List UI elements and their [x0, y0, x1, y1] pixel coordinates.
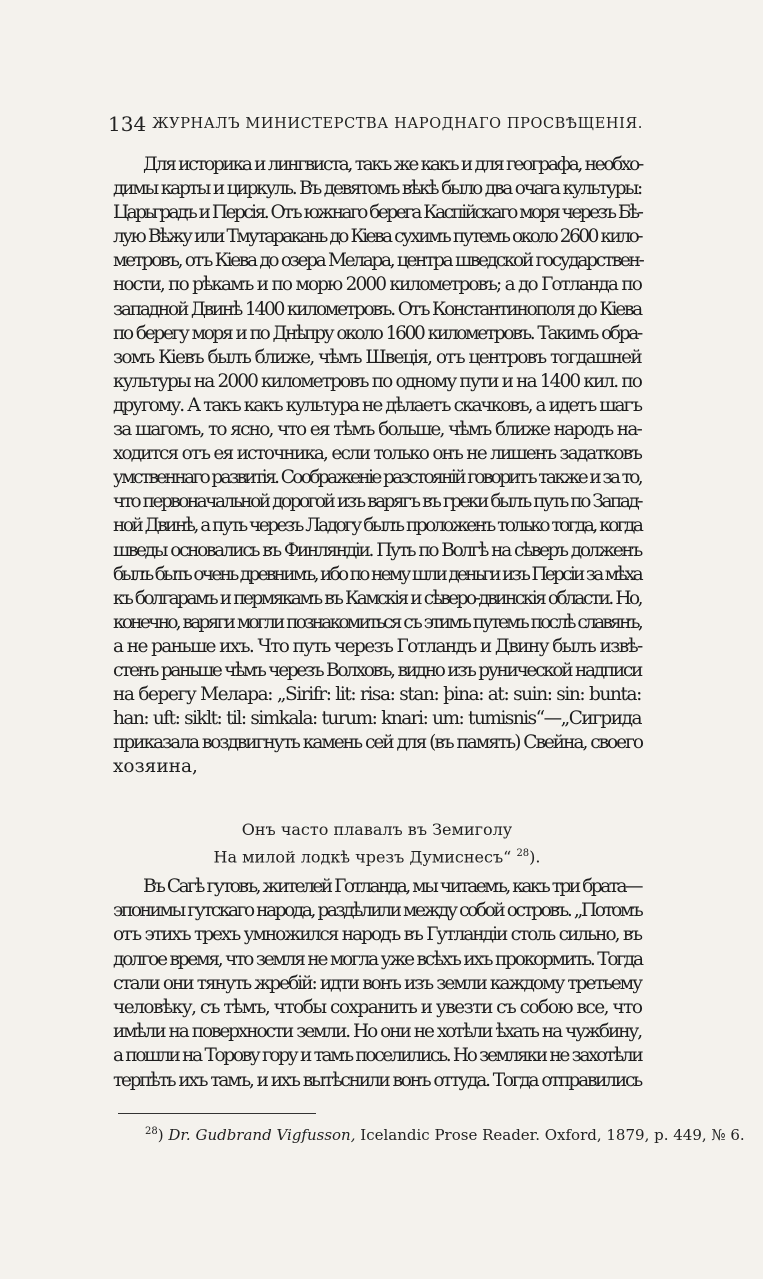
text-line: а пошли на Торову гору и тамъ поселились. Но земляки не захотѣли [113, 1045, 642, 1067]
text-line: конечно, варяги могли познакомиться съ этимъ путемъ послѣ славянъ, [113, 611, 641, 633]
text-line: ности, по рѣкамъ и по морю 2000 километровъ; а до Готланда по [113, 274, 641, 296]
text-line: Царьградъ и Персія. Отъ южнаго берега Каспійскаго моря черезъ Бѣ- [113, 202, 642, 224]
footnote-reference: 28 [516, 848, 530, 859]
text-line: ной Двинѣ, а путь черезъ Ладогу былъ проложенъ только тогда, когда [113, 515, 642, 537]
verse-quote [113, 818, 641, 869]
footnote-paren: ) [157, 1126, 164, 1144]
text-line: отъ этихъ трехъ умножился народъ въ Гутландіи столь сильно, въ [113, 924, 641, 946]
verse-closing: ). [529, 847, 541, 867]
text-line: на берегу Мелара: „Sirifr: lit: risa: stan: þina: at: suin: sin: bunta: [113, 684, 641, 706]
text-line: эпонимы гутскаго народа, раздѣлили между собой островъ. „Потомъ [113, 900, 642, 922]
text-line: другому. А такъ какъ культура не дѣлаетъ скачковъ, а идетъ шагъ [113, 394, 641, 416]
text-line: шведы основались въ Финляндіи. Путь по Волгѣ на сѣверъ долженъ [113, 539, 641, 561]
text-line: ходится отъ ея источника, если только онъ не лишенъ задатковъ [113, 443, 641, 465]
text-line: по берегу моря и по Днѣпру около 1600 километровъ. Такимъ обра- [113, 322, 641, 344]
text-line: долгое время, что земля не могла уже всѣхъ ихъ прокормить. Тогда [113, 948, 642, 970]
footnote [145, 1126, 745, 1144]
text-line: стали они тянуть жребій: идти вонъ изъ земли каждому третьему [113, 972, 641, 994]
verse-line-2-text: На милой лодкѣ чрезъ Думиснесъ“ [213, 847, 512, 867]
text-line: къ болгарамъ и пермякамъ въ Камскія и сѣверо-двинскія области. Но, [113, 587, 641, 609]
page-header [108, 112, 643, 142]
text-line: приказала воздвигнуть камень сей для (въ память) Свейна, своего [113, 732, 642, 754]
text-line: хозяина, [113, 756, 198, 778]
footnote-author: Dr. Gudbrand Vigfusson, [168, 1126, 356, 1144]
text-line: метровъ, отъ Кіева до озера Мелара, центра шведской государствен- [113, 250, 643, 272]
verse-line-2 [113, 842, 641, 869]
verse-line-1: Онъ часто плавалъ въ Земиголу [241, 820, 513, 839]
text-line: Въ Сагѣ гутовъ, жителей Готланда, мы читаемъ, какъ три брата— [143, 876, 641, 897]
text-line: былъ быть очень древнимъ, ибо по нему шли деньги изъ Персіи за мѣха [113, 563, 641, 585]
text-line: культуры на 2000 километровъ по одному пути и на 1400 кил. по [113, 370, 641, 392]
text-line: человѣку, съ тѣмъ, чтобы сохранить и увезти съ собою все, что [113, 996, 642, 1018]
text-line: западной Двинѣ 1400 километровъ. Отъ Константинополя до Кіева [113, 298, 641, 320]
paragraph-2 [113, 875, 641, 1093]
footnote-citation: Icelandic Prose Reader. Oxford, 1879, p. 449, № 6. [360, 1126, 745, 1144]
text-line: терпѣть ихъ тамъ, и ихъ вытѣснили вонъ оттуда. Тогда отправились [113, 1069, 641, 1091]
text-line: han: uft: siklt: til: simkala: turum: knari: um: tumisnis“—„Сигрида [113, 708, 641, 730]
text-line: зомъ Кіевъ былъ ближе, чѣмъ Швеція, отъ центровъ тогдашней [113, 346, 641, 368]
text-line: имѣли на поверхности земли. Но они не хотѣли ѣхать на чужбину, [113, 1021, 641, 1043]
text-line: стенъ раньше чѣмъ черезъ Волховъ, видно изъ рунической надписи [113, 659, 641, 681]
text-line: Для историка и лингвиста, такъ же какъ и для географа, необхо- [143, 154, 642, 175]
text-line: лую Вѣжу или Тмутаракань до Кіева сухимъ путемъ около 2600 кило- [113, 226, 641, 248]
paragraph-1 [113, 153, 641, 779]
text-line: а не раньше ихъ. Что путь черезъ Готландъ и Двину былъ извѣ- [113, 635, 642, 657]
text-line: за шагомъ, то ясно, что ея тѣмъ больше, чѣмъ ближе народъ на- [113, 419, 641, 441]
footnote-divider [118, 1113, 316, 1114]
running-title: ЖУРНАЛЪ МИНИСТЕРСТВА НАРОДНАГО ПРОСВѢЩЕНІЯ. [152, 116, 643, 132]
text-line: димы карты и циркуль. Въ девятомъ вѣкѣ было два очага культуры: [113, 178, 641, 200]
footnote-mark: 28 [145, 1126, 158, 1137]
text-line: что первоначальной дорогой изъ варягъ въ греки былъ путь по Запад- [113, 491, 641, 513]
text-line: умственнаго развитія. Соображеніе разстояній говоритъ также и за то, [113, 467, 642, 489]
page-number: 134 [108, 112, 147, 136]
